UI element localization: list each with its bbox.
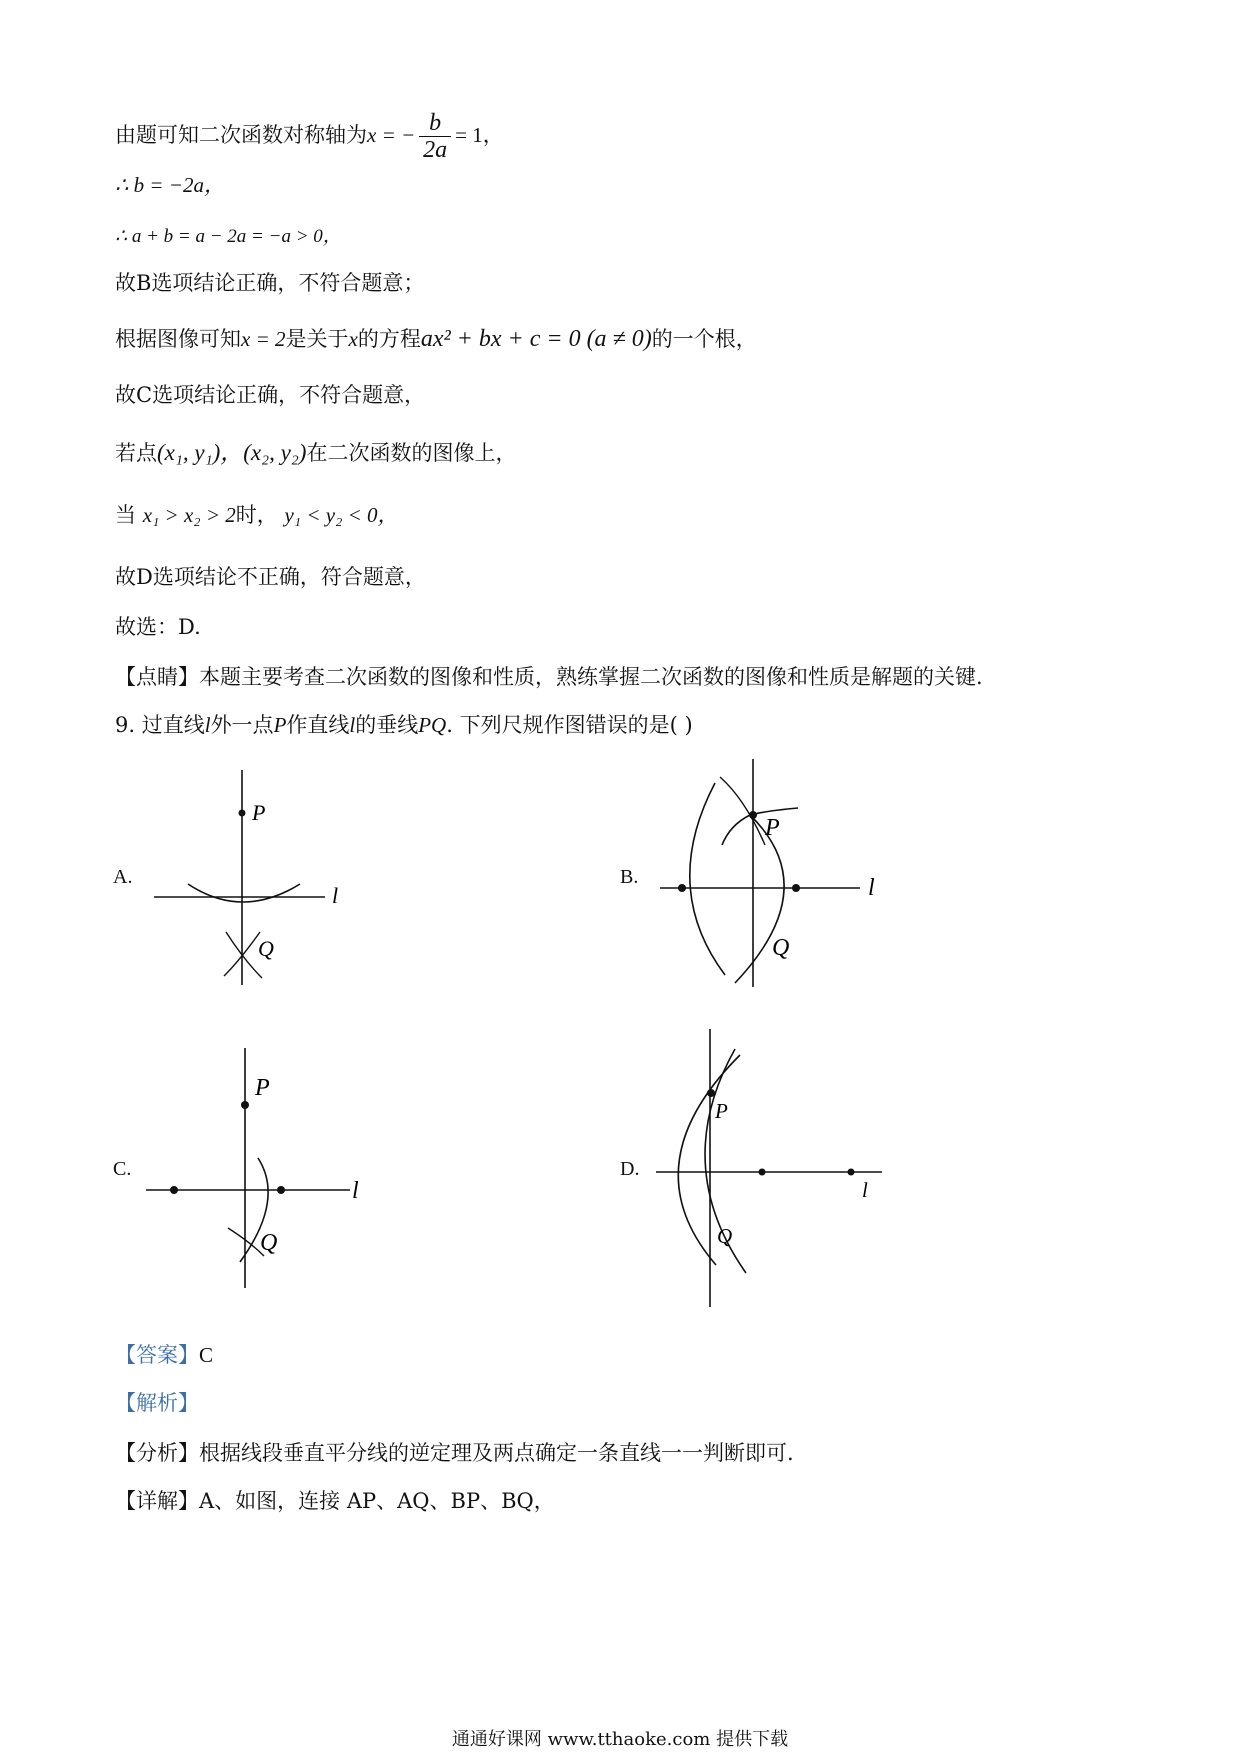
fraction xyxy=(419,110,451,163)
point-p-label: P xyxy=(255,1075,270,1101)
line-choice: 故选：D. xyxy=(115,615,201,639)
text: 是关于 xyxy=(285,327,349,351)
text: 的一个根， xyxy=(651,327,757,351)
math: x = − xyxy=(367,123,416,147)
math: x₁ > x₂ > 2 xyxy=(142,503,236,527)
line-dianjing: 【点睛】本题主要考查二次函数的图像和性质，熟练掌握二次函数的图像和性质是解题的关键. xyxy=(115,665,983,689)
text: 作直线 xyxy=(286,713,350,737)
denominator: 2a xyxy=(419,136,451,163)
point-p-label: P xyxy=(765,815,780,841)
line-c-correct: 故C选项结论正确，不符合题意， xyxy=(115,383,426,407)
figure-b xyxy=(650,755,890,995)
line-l-label: l xyxy=(352,1178,359,1204)
line-d-wrong: 故D选项结论不正确，符合题意， xyxy=(115,565,426,589)
text: 根据图像可知 xyxy=(115,327,241,351)
fenxi-line: 【分析】根据线段垂直平分线的逆定理及两点确定一条直线一一判断即可. xyxy=(115,1441,794,1465)
line-axis xyxy=(115,110,504,163)
point-p-label: P xyxy=(715,1099,728,1123)
math: PQ xyxy=(418,713,447,737)
math: l xyxy=(349,713,356,737)
line-l-label: l xyxy=(862,1178,868,1202)
text: 若点 xyxy=(115,441,157,465)
page-footer: 通通好课网 www.tthaoke.com 提供下载 xyxy=(451,1729,789,1750)
line-b: ∴ b = −2a， xyxy=(115,173,225,197)
math: x = 2 xyxy=(241,327,286,351)
text: . 下列尺规作图错误的是( ) xyxy=(446,713,693,737)
figure-c xyxy=(140,1040,380,1295)
line-b-correct: 故B选项结论正确，不符合题意； xyxy=(115,271,425,295)
math: = 1， xyxy=(455,123,504,147)
option-c-label: C. xyxy=(113,1158,132,1180)
option-d-label: D. xyxy=(620,1158,640,1180)
numerator: b xyxy=(429,110,442,136)
text: 的方程 xyxy=(357,327,421,351)
option-a-label: A. xyxy=(113,866,133,888)
point-p-label: P xyxy=(252,800,266,825)
math: x xyxy=(348,327,358,351)
line-root xyxy=(115,324,757,354)
text: 由题可知二次函数对称轴为 xyxy=(115,123,367,147)
figure-a xyxy=(140,760,380,990)
text: 时， xyxy=(235,503,278,527)
answer-tag: 【答案】 xyxy=(115,1343,199,1367)
answer-line xyxy=(115,1340,213,1370)
xiangjie-line: 【详解】A、如图，连接 AP、AQ、BP、BQ， xyxy=(115,1489,555,1513)
answer-value: C xyxy=(199,1343,214,1367)
line-l-label: l xyxy=(332,883,339,908)
text: 当 xyxy=(115,503,136,527)
question-9 xyxy=(115,710,693,740)
math: ax² + bx + c = 0 (a ≠ 0) xyxy=(420,326,652,352)
line-ab: ∴ a + b = a − 2a = −a > 0， xyxy=(115,226,342,247)
text: 的垂线 xyxy=(355,713,419,737)
point-q-label: Q xyxy=(772,935,790,961)
text: 9. 过直线 xyxy=(115,713,205,737)
point-q-label: Q xyxy=(717,1224,733,1248)
line-when xyxy=(115,500,399,530)
math: P xyxy=(273,713,287,737)
text: 在二次函数的图像上， xyxy=(306,441,517,465)
line-points xyxy=(115,438,516,468)
text: 外一点 xyxy=(210,713,274,737)
option-b-label: B. xyxy=(620,866,639,888)
line-l-label: l xyxy=(868,875,875,901)
math: l xyxy=(204,713,211,737)
math: (x₁, y₁)，(x₂, y₂) xyxy=(157,440,307,465)
point-q-label: Q xyxy=(260,1230,278,1256)
analysis-tag: 【解析】 xyxy=(115,1391,199,1415)
point-q-label: Q xyxy=(258,936,274,961)
figure-d xyxy=(650,1025,895,1315)
math: y₁ < y₂ < 0， xyxy=(284,503,399,527)
